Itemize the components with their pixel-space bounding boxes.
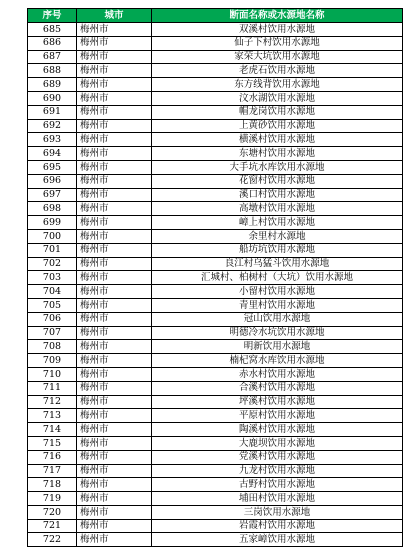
table-row xyxy=(28,160,403,174)
row-site-name: 嶂上村饮用水源地 xyxy=(152,216,403,230)
row-city: 梅州市 xyxy=(77,91,152,105)
row-city: 梅州市 xyxy=(77,174,152,188)
row-site-name: 岩霞村饮用水源地 xyxy=(152,519,403,533)
row-index: 692 xyxy=(28,119,77,133)
row-city: 梅州市 xyxy=(77,381,152,395)
table-row xyxy=(28,423,403,437)
row-index: 693 xyxy=(28,133,77,147)
row-index: 721 xyxy=(28,519,77,533)
table-row xyxy=(28,147,403,161)
header-site-name: 断面名称或水源地名称 xyxy=(152,9,403,23)
row-site-name: 高墩村饮用水源地 xyxy=(152,202,403,216)
row-site-name: 合溪村饮用水源地 xyxy=(152,381,403,395)
row-index: 715 xyxy=(28,436,77,450)
row-index: 706 xyxy=(28,312,77,326)
table-row xyxy=(28,312,403,326)
row-city: 梅州市 xyxy=(77,450,152,464)
row-index: 695 xyxy=(28,160,77,174)
row-city: 梅州市 xyxy=(77,326,152,340)
row-site-name: 三岗饮用水源地 xyxy=(152,505,403,519)
table-row xyxy=(28,505,403,519)
row-index: 687 xyxy=(28,50,77,64)
table-row xyxy=(28,91,403,105)
row-site-name: 古野村饮用水源地 xyxy=(152,478,403,492)
row-index: 703 xyxy=(28,271,77,285)
water-source-table xyxy=(27,8,403,547)
table-row xyxy=(28,381,403,395)
row-site-name: 汇城村、柏树村（大坑）饮用水源地 xyxy=(152,271,403,285)
row-site-name: 坪溪村饮用水源地 xyxy=(152,395,403,409)
row-index: 690 xyxy=(28,91,77,105)
row-city: 梅州市 xyxy=(77,119,152,133)
row-index: 716 xyxy=(28,450,77,464)
table-row xyxy=(28,436,403,450)
row-site-name: 汶水湖饮用水源地 xyxy=(152,91,403,105)
row-index: 717 xyxy=(28,464,77,478)
table-row xyxy=(28,188,403,202)
row-index: 719 xyxy=(28,492,77,506)
row-city: 梅州市 xyxy=(77,478,152,492)
row-site-name: 大鹿坝饮用水源地 xyxy=(152,436,403,450)
row-index: 722 xyxy=(28,533,77,547)
row-city: 梅州市 xyxy=(77,257,152,271)
row-index: 698 xyxy=(28,202,77,216)
row-city: 梅州市 xyxy=(77,354,152,368)
row-index: 713 xyxy=(28,409,77,423)
row-city: 梅州市 xyxy=(77,216,152,230)
row-site-name: 埔田村饮用水源地 xyxy=(152,492,403,506)
table-row xyxy=(28,340,403,354)
row-index: 704 xyxy=(28,285,77,299)
table-row xyxy=(28,395,403,409)
row-site-name: 平原村饮用水源地 xyxy=(152,409,403,423)
row-index: 694 xyxy=(28,147,77,161)
row-index: 691 xyxy=(28,105,77,119)
row-index: 686 xyxy=(28,36,77,50)
table-row xyxy=(28,519,403,533)
row-index: 708 xyxy=(28,340,77,354)
row-site-name: 五家嶂饮用水源地 xyxy=(152,533,403,547)
row-city: 梅州市 xyxy=(77,367,152,381)
row-city: 梅州市 xyxy=(77,36,152,50)
row-site-name: 九龙村饮用水源地 xyxy=(152,464,403,478)
row-index: 699 xyxy=(28,216,77,230)
row-index: 709 xyxy=(28,354,77,368)
header-city: 城市 xyxy=(77,9,152,23)
table-row xyxy=(28,36,403,50)
row-index: 688 xyxy=(28,64,77,78)
row-city: 梅州市 xyxy=(77,105,152,119)
row-index: 710 xyxy=(28,367,77,381)
row-index: 714 xyxy=(28,423,77,437)
table-row xyxy=(28,354,403,368)
table-row xyxy=(28,464,403,478)
row-city: 梅州市 xyxy=(77,409,152,423)
row-index: 700 xyxy=(28,229,77,243)
row-site-name: 党溪村饮用水源地 xyxy=(152,450,403,464)
table-row xyxy=(28,78,403,92)
table-row xyxy=(28,367,403,381)
table-row xyxy=(28,409,403,423)
row-city: 梅州市 xyxy=(77,464,152,478)
row-site-name: 船坊坑饮用水源地 xyxy=(152,243,403,257)
row-site-name: 上黄砂饮用水源地 xyxy=(152,119,403,133)
row-site-name: 陶溪村饮用水源地 xyxy=(152,423,403,437)
row-city: 梅州市 xyxy=(77,298,152,312)
row-index: 718 xyxy=(28,478,77,492)
row-city: 梅州市 xyxy=(77,492,152,506)
row-city: 梅州市 xyxy=(77,229,152,243)
table-row xyxy=(28,271,403,285)
header-index: 序号 xyxy=(28,9,77,23)
row-index: 712 xyxy=(28,395,77,409)
table-row xyxy=(28,119,403,133)
row-city: 梅州市 xyxy=(77,436,152,450)
row-city: 梅州市 xyxy=(77,50,152,64)
table-row xyxy=(28,257,403,271)
table-row xyxy=(28,133,403,147)
row-site-name: 横溪村饮用水源地 xyxy=(152,133,403,147)
row-site-name: 仙子下村饮用水源地 xyxy=(152,36,403,50)
row-city: 梅州市 xyxy=(77,188,152,202)
row-city: 梅州市 xyxy=(77,243,152,257)
table-row xyxy=(28,243,403,257)
row-city: 梅州市 xyxy=(77,147,152,161)
row-site-name: 楠杞窝水库饮用水源地 xyxy=(152,354,403,368)
row-index: 705 xyxy=(28,298,77,312)
row-index: 701 xyxy=(28,243,77,257)
row-site-name: 明德冷水坑饮用水源地 xyxy=(152,326,403,340)
table-row xyxy=(28,50,403,64)
row-index: 702 xyxy=(28,257,77,271)
row-site-name: 老虎石饮用水源地 xyxy=(152,64,403,78)
row-site-name: 东方线背饮用水源地 xyxy=(152,78,403,92)
table-row xyxy=(28,492,403,506)
table-row xyxy=(28,326,403,340)
row-site-name: 冠山饮用水源地 xyxy=(152,312,403,326)
row-index: 711 xyxy=(28,381,77,395)
row-city: 梅州市 xyxy=(77,202,152,216)
table-header xyxy=(28,9,403,23)
row-index: 685 xyxy=(28,23,77,37)
table-body xyxy=(28,23,403,547)
table-row xyxy=(28,105,403,119)
row-city: 梅州市 xyxy=(77,505,152,519)
row-site-name: 良江村乌猛斗饮用水源地 xyxy=(152,257,403,271)
table-row xyxy=(28,298,403,312)
table-row xyxy=(28,229,403,243)
table-row xyxy=(28,174,403,188)
row-site-name: 大手坑水库饮用水源地 xyxy=(152,160,403,174)
row-site-name: 赤水村饮用水源地 xyxy=(152,367,403,381)
row-city: 梅州市 xyxy=(77,285,152,299)
row-index: 689 xyxy=(28,78,77,92)
row-city: 梅州市 xyxy=(77,133,152,147)
table-row xyxy=(28,478,403,492)
row-city: 梅州市 xyxy=(77,395,152,409)
table-row xyxy=(28,202,403,216)
table-row xyxy=(28,285,403,299)
row-site-name: 花窗村饮用水源地 xyxy=(152,174,403,188)
row-city: 梅州市 xyxy=(77,519,152,533)
table-row xyxy=(28,23,403,37)
row-city: 梅州市 xyxy=(77,64,152,78)
row-city: 梅州市 xyxy=(77,423,152,437)
row-index: 697 xyxy=(28,188,77,202)
row-city: 梅州市 xyxy=(77,160,152,174)
table-row xyxy=(28,450,403,464)
row-site-name: 溪口村饮用水源地 xyxy=(152,188,403,202)
row-city: 梅州市 xyxy=(77,23,152,37)
header-row xyxy=(28,9,403,23)
row-site-name: 余里村水源地 xyxy=(152,229,403,243)
row-index: 720 xyxy=(28,505,77,519)
row-city: 梅州市 xyxy=(77,271,152,285)
row-city: 梅州市 xyxy=(77,312,152,326)
row-site-name: 小留村饮用水源地 xyxy=(152,285,403,299)
row-site-name: 明新饮用水源地 xyxy=(152,340,403,354)
row-city: 梅州市 xyxy=(77,340,152,354)
row-index: 696 xyxy=(28,174,77,188)
row-site-name: 家荣大坑饮用水源地 xyxy=(152,50,403,64)
row-index: 707 xyxy=(28,326,77,340)
row-city: 梅州市 xyxy=(77,78,152,92)
table-row xyxy=(28,533,403,547)
row-site-name: 帽龙岗饮用水源地 xyxy=(152,105,403,119)
table-row xyxy=(28,64,403,78)
row-site-name: 双溪村饮用水源地 xyxy=(152,23,403,37)
row-city: 梅州市 xyxy=(77,533,152,547)
row-site-name: 东塘村饮用水源地 xyxy=(152,147,403,161)
table-row xyxy=(28,216,403,230)
row-site-name: 青里村饮用水源地 xyxy=(152,298,403,312)
